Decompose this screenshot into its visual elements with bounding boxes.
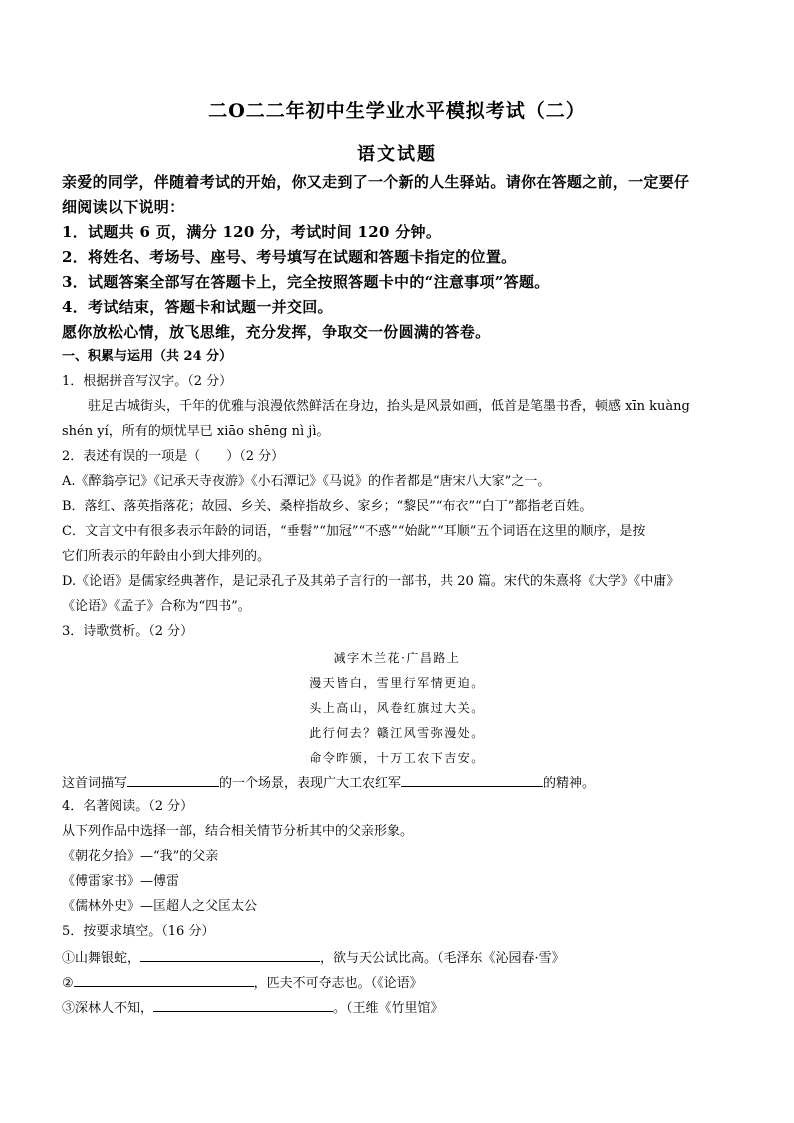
q5-item-2-a: ② <box>62 976 74 991</box>
q1-text-1: 驻足古城街头，千年的优雅与浪漫依然鲜活在身边，抬头是风景如画，低首是笔墨书香，顿感 xīn kuàng <box>88 399 690 414</box>
rule-3: 3．试题答案全部写在答题卡上，完全按照答题卡中的“注意事项”答题。 <box>62 273 550 291</box>
poem-title: 减字木兰花·广昌路上 <box>333 651 461 665</box>
q5-item-1-a: ①山舞银蛇， <box>62 951 141 966</box>
intro-line-2: 细阅读以下说明： <box>62 198 185 216</box>
q3-fill-line <box>62 772 595 794</box>
poem-line-2: 头上高山，风卷红旗过大关。 <box>309 701 485 715</box>
q5-item-1-b: ，欲与天公试比高。（毛泽东《沁园春·雪》 <box>320 951 565 966</box>
answer-blank[interactable] <box>74 972 254 987</box>
q5-item-2-b: ，匹夫不可夺志也。（《论语》 <box>253 976 423 991</box>
q3-fill-text-c: 的精神。 <box>543 776 596 791</box>
q4-work-2: 《傅雷家书》—傅雷 <box>62 874 180 889</box>
intro-closing: 愿你放松心情，放飞思维，充分发挥，争取交一份圆满的答卷。 <box>62 323 491 341</box>
q5-item-2 <box>62 972 423 994</box>
q4-instruction: 从下列作品中选择一部，结合相关情节分析其中的父亲形象。 <box>62 824 414 839</box>
answer-blank[interactable] <box>401 772 543 787</box>
exam-title: 二O二二年初中生学业水平模拟考试（二） <box>208 100 586 122</box>
q4-work-1: 《朝花夕拾》—“我”的父亲 <box>62 849 219 864</box>
q3-stem: 3．诗歌赏析。（2 分） <box>62 624 194 639</box>
q2-option-c-2: 它们所表示的年龄由小到大排列的。 <box>62 549 271 564</box>
q3-fill-text-a: 这首词描写 <box>62 776 128 791</box>
q2-option-d-1: D.《论语》是儒家经典著作，是记录孔子及其弟子言行的一部书，共 20 篇。宋代的朱熹将《大学》《中庸》 <box>62 574 680 589</box>
q1-text-2: shén yí，所有的烦忧早已 xiāo shēng nì jì。 <box>62 424 330 439</box>
intro-line-1: 亲爱的同学，伴随着考试的开始，你又走到了一个新的人生驿站。请你在答题之前，一定要仔 <box>62 173 690 191</box>
poem-line-3: 此行何去？赣江风雪弥漫处。 <box>309 726 485 740</box>
rule-4: 4．考试结束，答题卡和试题一并交回。 <box>62 298 333 316</box>
rule-2: 2．将姓名、考场号、座号、考号填写在试题和答题卡指定的位置。 <box>62 248 517 266</box>
answer-blank[interactable] <box>153 997 333 1012</box>
q2-option-d-2: 《论语》《孟子》合称为“四书”。 <box>62 599 251 614</box>
answer-blank[interactable] <box>127 772 219 787</box>
q5-item-1 <box>62 947 565 969</box>
section-heading: 一、积累与运用（共 24 分） <box>62 349 233 364</box>
q2-option-b: B．落红、落英指落花；故园、乡关、桑梓指故乡、家乡；“黎民”“布衣”“白丁”都指老百姓。 <box>62 499 593 514</box>
q4-stem: 4．名著阅读。（2 分） <box>62 799 194 814</box>
q4-work-3: 《儒林外史》—匡超人之父匡太公 <box>62 899 258 914</box>
q1-stem: 1．根据拼音写汉字。（2 分） <box>62 374 233 389</box>
answer-blank[interactable] <box>140 947 320 962</box>
q5-item-3 <box>62 997 444 1019</box>
q3-fill-text-b: 的一个场景，表现广大工农红军 <box>219 776 402 791</box>
poem-line-4: 命令昨颁，十万工农下吉安。 <box>309 751 485 765</box>
exam-subtitle: 语文试题 <box>357 144 437 165</box>
q5-item-3-b: 。（王维《竹里馆》 <box>333 1001 444 1016</box>
q5-item-3-a: ③深林人不知， <box>62 1001 154 1016</box>
q2-option-c-1: C．文言文中有很多表示年龄的词语，“垂髫”“加冠”“不惑”“始龀”“耳顺”五个词语在这里的顺序，是按 <box>62 524 646 539</box>
poem-line-1: 漫天皆白，雪里行军情更迫。 <box>309 676 485 690</box>
rule-1: 1．试题共 6 页，满分 120 分，考试时间 120 分钟。 <box>62 223 442 241</box>
q5-stem: 5．按要求填空。（16 分） <box>62 924 215 939</box>
q2-option-a: A.《醉翁亭记》《记承天寺夜游》《小石潭记》《马说》的作者都是“唐宋八大家”之一。 <box>62 474 551 489</box>
q2-stem: 2．表述有误的一项是（ ）（2 分） <box>62 449 285 464</box>
